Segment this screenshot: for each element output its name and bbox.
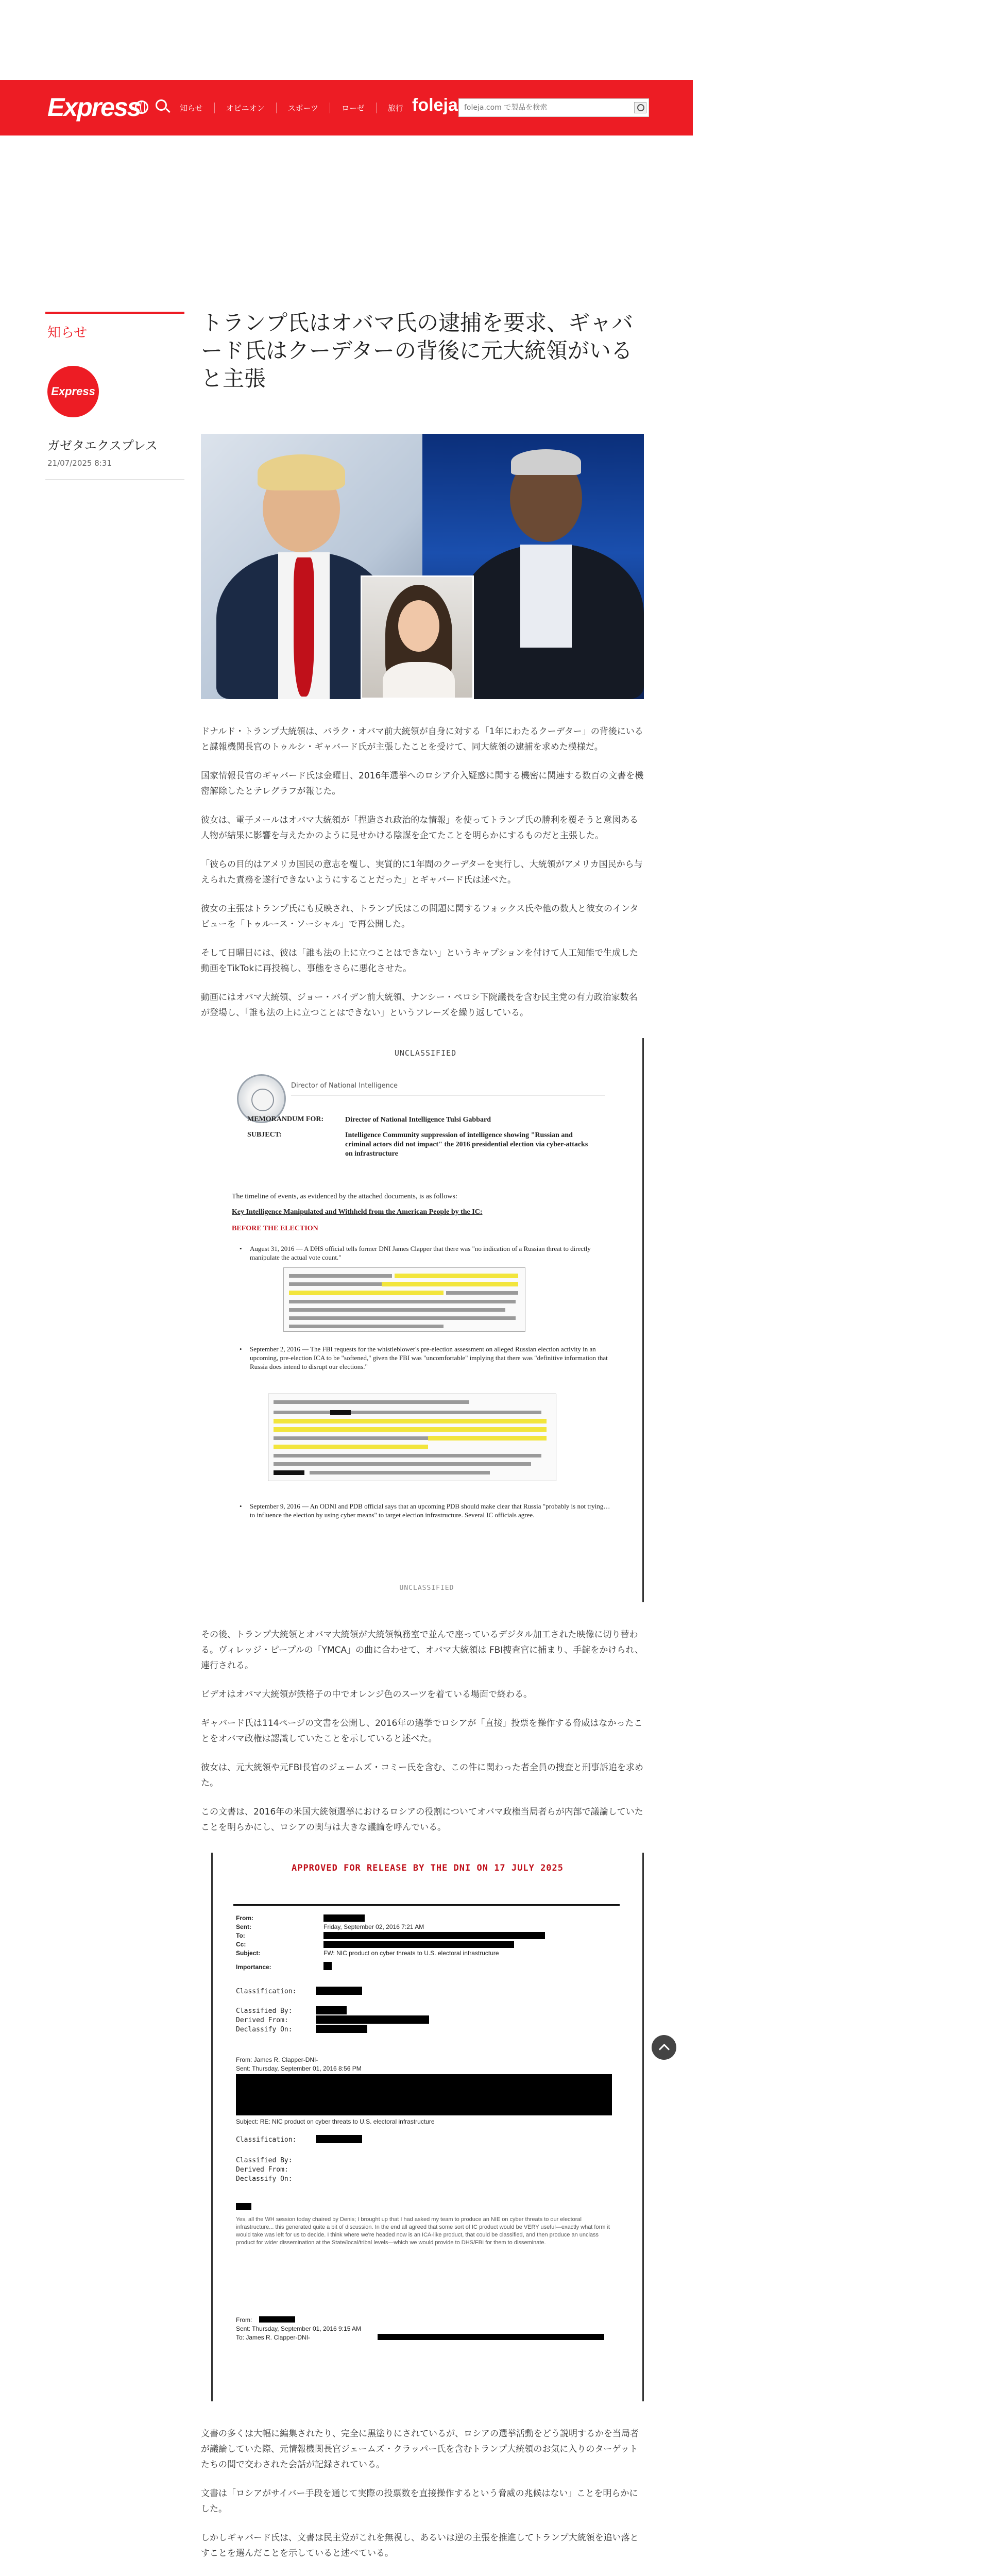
classified-by-line: Classified By: [236, 2007, 293, 2015]
article-paragraph: ギャバード氏は114ページの文書を公開し、2016年の選挙でロシアが「直接」投票を操作する脅威はなかったことをオバマ政権は認識していたことを示していると述べた。 [201, 1718, 643, 1744]
article-paragraph: ビデオはオバマ大統領が鉄格子の中でオレンジ色のスーツを着ている場面で終わる。 [201, 1689, 532, 1700]
email-sent-line: Sent: Thursday, September 01, 2016 8:56 PM [236, 2065, 362, 2072]
email-subject-label: Subject: [236, 1950, 261, 1957]
sidebar-divider [45, 479, 184, 480]
redaction-block [323, 1941, 514, 1948]
email-excerpt-2 [268, 1394, 556, 1481]
memo-for-value: Director of National Intelligence Tulsi Gabbard [345, 1116, 491, 1124]
email-from-line: From: James R. Clapper-DNI- [236, 2056, 318, 2063]
email-subject-line: Subject: RE: NIC product on cyber threats to U.S. electoral infrastructure [236, 2118, 435, 2125]
redaction-block [316, 2015, 429, 2024]
inset-body [383, 662, 455, 699]
hero-inset-portrait [361, 575, 474, 699]
inset-face [398, 600, 439, 652]
approved-for-release-stamp: APPROVED FOR RELEASE BY THE DNI ON 17 JULY 2025 [291, 1863, 564, 1873]
search-icon[interactable] [156, 99, 167, 111]
article-paragraph: この文書は、2016年の米国大統領選挙におけるロシアの役割についてオバマ政権当局者らが内部で議論していたことを明らかにし、ロシアの関与は大きな議論を呼んでいる。 [201, 1807, 643, 1833]
sidebar-accent-bar [45, 312, 184, 314]
hero-person-right-shirt [520, 545, 572, 648]
site-header [0, 80, 693, 135]
article-paragraph: 「彼らの目的はアメリカ国民の意志を覆し、実質的に1年間のクーデターを実行し、大統領がアメリカ国民から与えられた責務を遂行できないようにすることだった」とギャバード氏は述べた。 [201, 859, 643, 885]
email-sent-value: Friday, September 02, 2016 7:21 AM [323, 1923, 424, 1930]
classification-line: Classification: [236, 2136, 297, 2144]
article-paragraph: 彼女の主張はトランプ氏にも反映され、トランプ氏はこの問題に関するフォックス氏や他の数人と彼女のインタビューを「トゥルース・ソーシャル」で再公開した。 [201, 904, 639, 929]
email-sent-line: Sent: Thursday, September 01, 2016 9:15 AM [236, 2325, 362, 2332]
foleja-logo[interactable]: foleja [412, 95, 458, 115]
doc-classification-footer: UNCLASSIFIED [399, 1584, 454, 1592]
memo-bullet: • August 31, 2016 — A DHS official tells former DNI James Clapper that there was "no indication of a Russian threat to directly manipulate the actual vote count." [250, 1244, 610, 1262]
article-paragraph: 彼女は、電子メールはオバマ大統領が「捏造され政治的な情報」を使ってトランプ氏の勝利を覆そうと意図ある人物が結果に影響を与えたかのように見せかける陰謀を企てたことを明らかにするものだと主張した。 [201, 815, 638, 841]
hero-image [201, 434, 644, 699]
doc-classification-header: UNCLASSIFIED [394, 1048, 457, 1058]
memo-subject-value: Intelligence Community suppression of intelligence showing "Russian and criminal actors did not impact" the 2016 presidential election via cyber-attacks on infrastructure [345, 1131, 588, 1158]
hero-person-right-hair [511, 449, 581, 475]
publish-date: 21/07/2025 8:31 [47, 459, 112, 468]
derived-from-line: Derived From: [236, 2016, 288, 2024]
redaction-block [316, 2025, 367, 2033]
email-importance-label: Importance: [236, 1963, 271, 1971]
article-paragraph: 文書の多くは大幅に編集されたり、完全に黒塗りにされているが、ロシアの選挙活動をどう説明するかを当局者が議論していた際、元情報機関長官ジェームズ・クラッパー氏を含むトランプ大統領のお気に入りのターゲットたちの間で交わされた会話が記録されている。 [201, 2429, 639, 2470]
nav-item-sports[interactable]: スポーツ [276, 103, 330, 113]
author-avatar: Express [47, 366, 99, 417]
article-title: トランプ氏はオバマ氏の逮捕を要求、ギャバード氏はクーデターの背後に元大統領がいると主張 [201, 310, 634, 391]
article-paragraph: その後、トランプ大統領とオバマ大統領が大統領執務室で並んで座っているデジタル加工された映像に切り替わる。ヴィレッジ・ピープルの「YMCA」の曲に合わせて、オバマ大統領は FBI捜査官に捕まり、手錠をかけられ、連行される。 [201, 1630, 644, 1671]
email-to-line: To: James R. Clapper-DNI- [236, 2334, 311, 2341]
classification-line: Classification: [236, 1988, 297, 1995]
article-paragraph: 文書は「ロシアがサイバー手段を通じて実際の投票数を直接操作するという脅威の兆候はない」ことを明らかにした。 [201, 2488, 638, 2514]
foleja-search-button[interactable] [634, 102, 646, 113]
article-paragraph: ドナルド・トランプ大統領は、バラク・オバマ前大統領が自身に対する「1年にわたるクーデター」の背後にいると諜報機関長官のトゥルシ・ギャバード氏が主張したことを受けて、同大統領の逮捕を求めた模様だ。 [201, 726, 643, 752]
email-cc-label: Cc: [236, 1941, 246, 1948]
express-logo[interactable]: Express [47, 93, 141, 122]
redaction-block [323, 1962, 332, 1970]
nav-item-roze[interactable]: ローゼ [330, 103, 376, 113]
globe-icon[interactable] [135, 100, 148, 114]
nav-item-opinion[interactable]: オピニオン [214, 103, 276, 113]
memo-for-label: MEMORANDUM FOR: [247, 1115, 324, 1123]
redaction-block [236, 2203, 251, 2210]
redaction-block [259, 2316, 295, 2323]
memo-subject-label: SUBJECT: [247, 1131, 282, 1139]
foleja-search-box [458, 98, 649, 117]
nav-item-news[interactable]: 知らせ [180, 103, 203, 113]
memo-intro: The timeline of events, as evidenced by the attached documents, is as follows: [232, 1193, 457, 1200]
memo-bullet: • September 2, 2016 — The FBI requests for the whistleblower's pre-election assessment on alleged Russian election activity in an upcoming, pre-election ICA to be "softened," given the FBI was "uncomfortable" implying that there was "definitive information that Russia does intend to disrupt our elections." [250, 1345, 610, 1371]
foleja-search-input[interactable] [459, 99, 624, 116]
email-from-label: From: [236, 1914, 253, 1922]
memo-bullet: • September 9, 2016 — An ODNI and PDB official says that an upcoming PDB should make clear that Russia "probably is not trying…to influence the election by using cyber means" to target election infrastructure. Several IC officials agree. [250, 1502, 610, 1519]
article-paragraph: 彼女は、元大統領や元FBI長官のジェームズ・コミー氏を含む、この件に関わった者全員の捜査と刑事訴追を求めた。 [201, 1762, 643, 1788]
redaction-block [316, 1987, 362, 1995]
redaction-block [323, 1932, 545, 1939]
derived-from-line: Derived From: [236, 2166, 288, 2174]
back-to-top-icon[interactable] [652, 2035, 676, 2060]
nav-item-travel[interactable]: 旅行 [376, 103, 415, 113]
category-label[interactable]: 知らせ [47, 325, 88, 341]
article-paragraph: そして日曜日には、彼は「誰も法の上に立つことはできない」というキャプションを付けて人工知能で生成した動画をTikTokに再投稿し、事態をさらに悪化させた。 [201, 948, 638, 974]
doc-office-name: Director of National Intelligence [291, 1082, 398, 1090]
redaction-block [316, 2006, 347, 2014]
memo-before-heading: BEFORE THE ELECTION [232, 1225, 318, 1232]
email-excerpt-1 [283, 1267, 525, 1332]
main-nav [178, 80, 415, 135]
redaction-block [316, 2135, 362, 2143]
hero-person-left-hair [258, 454, 345, 490]
classified-by-line: Classified By: [236, 2157, 293, 2164]
memo-document-image [211, 1038, 644, 1602]
article-paragraph: 国家情報長官のギャバード氏は金曜日、2016年選挙へのロシア介入疑惑に関する機密に関連する数百の文書を機密解除したとテレグラフが報じた。 [201, 771, 644, 796]
email-from-line: From: [236, 2316, 252, 2324]
email-sent-label: Sent: [236, 1923, 251, 1930]
email-to-label: To: [236, 1932, 245, 1939]
author-name: ガゼタエクスプレス [47, 438, 158, 453]
redaction-block-large [236, 2074, 612, 2115]
memo-key-heading: Key Intelligence Manipulated and Withheld from the American People by the IC: [232, 1208, 483, 1216]
redaction-block [378, 2334, 604, 2340]
email-subject-value: FW: NIC product on cyber threats to U.S. electoral infrastructure [323, 1950, 499, 1957]
declassify-on-line: Declassify On: [236, 2026, 293, 2033]
email-body: Yes, all the WH session today chaired by Denis; I brought up that I had asked my team to produce an NIE on cyber threats to our electoral infrastructure... this generated quite a bit of discussion. In the end all agreed that some sort of IC product would be VERY useful—exactly what form it would take was left for us to decide. I think where we're headed now is an ICA-like product, that could be classified, and then produce an unclass product for wider dissemination at the State/local/tribal levels—which we would provide to DHS/FBI for them to disseminate. [236, 2216, 610, 2246]
article [201, 309, 644, 2576]
email-document-image [211, 1853, 644, 2401]
doc-rule [233, 1904, 620, 1906]
article-paragraph: しかしギャバード氏は、文書は民主党がこれを無視し、あるいは逆の主張を推進してトランプ大統領を追い落とすことを選んだことを示していると述べている。 [201, 2533, 639, 2558]
hero-person-left-tie [294, 557, 314, 697]
redaction-block [323, 1914, 365, 1922]
declassify-on-line: Declassify On: [236, 2175, 293, 2183]
article-paragraph: 動画にはオバマ大統領、ジョー・バイデン前大統領、ナンシー・ペロシ下院議長を含む民主党の有力政治家数名が登場し、「誰も法の上に立つことはできない」というフレーズを繰り返している。 [201, 992, 638, 1018]
